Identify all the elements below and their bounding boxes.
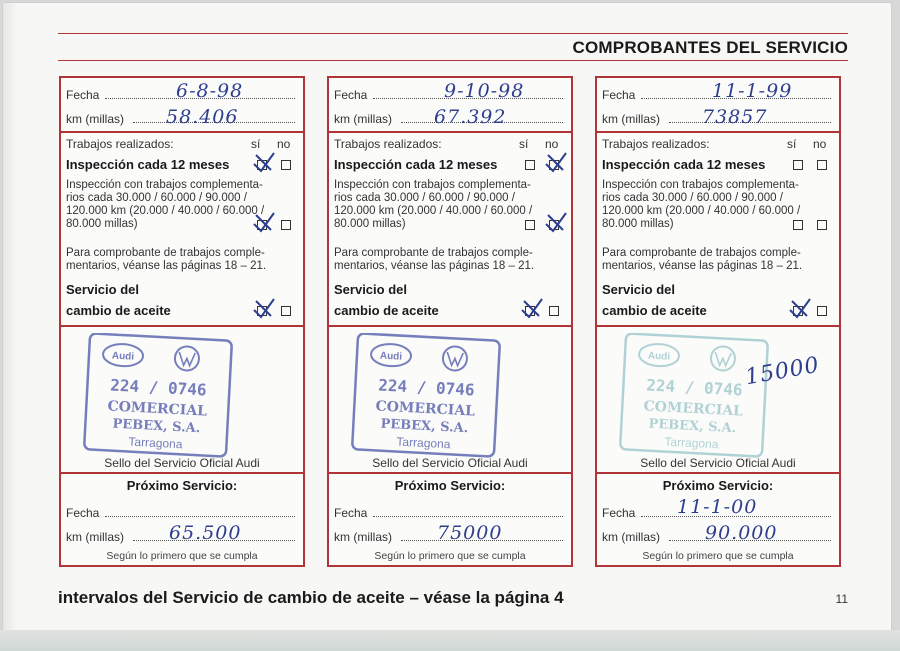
next-km-handwritten: 75000 [437,522,503,544]
segun-label: Según lo primero que se cumpla [106,550,258,562]
inspeccion-no-checkbox[interactable] [817,160,827,170]
si-label: sí [251,137,261,151]
complementaria-line-1: Inspección con trabajos complementa- [334,179,531,191]
pen-tick-mark [251,296,277,322]
next-fecha-dots [105,516,295,517]
complementaria-line-1: Inspección con trabajos complementa- [66,179,263,191]
servicio-label-1: Servicio del [334,282,407,297]
stamp-line3: Tarragona [664,434,719,452]
service-card-1 [59,76,305,567]
inspeccion-label: Inspección cada 12 meses [66,157,230,172]
page-title: COMPROBANTES DEL SERVICIO [572,38,848,57]
servicio-label-2: cambio de aceite [334,303,439,318]
date-section [597,78,839,133]
segun-label: Según lo primero que se cumpla [374,550,526,562]
aceite-no-checkbox[interactable] [281,306,291,316]
inspeccion-si-checkbox[interactable] [793,160,803,170]
dealer-stamp [83,333,233,458]
inspeccion-no-checkbox[interactable] [281,160,291,170]
comprobante-line-1: Para comprobante de trabajos comple- [602,247,801,259]
comprobante-line-1: Para comprobante de trabajos comple- [334,247,533,259]
stamp-section [61,327,303,474]
no-label: no [545,137,559,151]
next-km-handwritten: 65.500 [169,522,242,544]
trabajos-label: Trabajos realizados: [602,137,710,151]
proximo-label: Próximo Servicio: [662,478,774,493]
inspeccion-label: Inspección cada 12 meses [334,157,498,172]
complementaria-si-checkbox[interactable] [793,220,803,230]
aceite-no-checkbox[interactable] [549,306,559,316]
page-spine [3,3,17,631]
work-section [597,133,839,327]
sello-label: Sello del Servicio Oficial Audi [372,456,528,470]
km-handwritten: 67.392 [434,106,507,128]
stamp-line2: PEBEX, S.A. [648,416,737,437]
complementaria-no-checkbox[interactable] [817,220,827,230]
next-km-label: km (millas) [66,530,124,544]
service-card-2 [327,76,573,567]
next-km-label: km (millas) [602,530,660,544]
handwritten-note: 15000 [743,352,822,391]
stamp-number: 224 / 0746 [645,375,743,400]
stamp-number: 224 / 0746 [377,375,475,400]
fecha-label: Fecha [602,88,636,102]
complementaria-line-4: 80.000 millas) [602,218,674,230]
work-section [61,133,303,327]
pen-tick-mark [787,296,813,322]
servicio-label-2: cambio de aceite [66,303,171,318]
si-label: sí [787,137,797,151]
trabajos-label: Trabajos realizados: [334,137,442,151]
servicio-label-1: Servicio del [66,282,139,297]
pen-tick-mark [251,210,277,236]
inspeccion-si-checkbox[interactable] [525,160,535,170]
footer-text: intervalos del Servicio de cambio de aceite – véase la página 4 [58,588,564,607]
next-fecha-label: Fecha [334,506,368,520]
dealer-stamp [351,333,501,458]
servicio-label-1: Servicio del [602,282,675,297]
pen-tick-mark [519,296,545,322]
stamp-line3: Tarragona [128,434,183,452]
stamp-line2: PEBEX, S.A. [112,416,201,437]
date-section [329,78,571,133]
aceite-no-checkbox[interactable] [817,306,827,316]
comprobante-line-1: Para comprobante de trabajos comple- [66,247,265,259]
next-service-section [597,474,839,565]
proximo-label: Próximo Servicio: [394,478,506,493]
stamp-brand: Audi [647,350,671,363]
next-fecha-dots [373,516,563,517]
next-service-section [329,474,571,565]
comprobante-line-2: mentarios, véanse las páginas 18 – 21. [334,260,535,272]
service-card-3 [595,76,841,567]
fecha-handwritten: 9-10-98 [444,80,525,102]
comprobante-line-2: mentarios, véanse las páginas 18 – 21. [66,260,267,272]
km-label: km (millas) [66,112,124,126]
dealer-stamp [619,333,769,458]
pen-tick-mark [543,150,569,176]
complementaria-line-1: Inspección con trabajos complementa- [602,179,799,191]
stamp-section [597,327,839,474]
stamp-brand: Audi [111,350,135,363]
next-service-section [61,474,303,565]
stamp-section [329,327,571,474]
stamp-number: 224 / 0746 [109,375,207,400]
servicio-label-2: cambio de aceite [602,303,707,318]
km-label: km (millas) [334,112,392,126]
complementaria-line-2: rios cada 30.000 / 60.000 / 90.000 / [602,192,783,204]
no-label: no [277,137,291,151]
km-handwritten: 73857 [702,106,768,128]
next-fecha-handwritten: 11-1-00 [677,496,758,518]
stamp-brand: Audi [379,350,403,363]
stamp-line2: PEBEX, S.A. [380,416,469,437]
page-number: 11 [835,592,848,606]
sello-label: Sello del Servicio Oficial Audi [104,456,260,470]
stamp-line3: Tarragona [396,434,451,452]
complementaria-si-checkbox[interactable] [525,220,535,230]
complementaria-line-3: 120.000 km (20.000 / 40.000 / 60.000 / [66,205,265,217]
segun-label: Según lo primero que se cumpla [642,550,794,562]
complementaria-line-2: rios cada 30.000 / 60.000 / 90.000 / [66,192,247,204]
proximo-label: Próximo Servicio: [126,478,238,493]
next-km-handwritten: 90.000 [705,522,778,544]
next-fecha-label: Fecha [66,506,100,520]
pen-tick-mark [543,210,569,236]
fecha-label: Fecha [66,88,100,102]
complementaria-line-4: 80.000 millas) [334,218,406,230]
comprobante-line-2: mentarios, véanse las páginas 18 – 21. [602,260,803,272]
complementaria-no-checkbox[interactable] [281,220,291,230]
stamp-line1: COMERCIAL [375,398,476,420]
top-rule [58,33,848,34]
next-km-label: km (millas) [334,530,392,544]
pen-tick-mark [251,150,277,176]
fecha-handwritten: 11-1-99 [712,80,793,102]
no-label: no [813,137,827,151]
work-section [329,133,571,327]
km-label: km (millas) [602,112,660,126]
date-section [61,78,303,133]
complementaria-line-3: 120.000 km (20.000 / 40.000 / 60.000 / [334,205,533,217]
fecha-label: Fecha [334,88,368,102]
trabajos-label: Trabajos realizados: [66,137,174,151]
complementaria-line-2: rios cada 30.000 / 60.000 / 90.000 / [334,192,515,204]
page-edge [0,630,900,651]
fecha-handwritten: 6-8-98 [176,80,244,102]
si-label: sí [519,137,529,151]
sello-label: Sello del Servicio Oficial Audi [640,456,796,470]
km-handwritten: 58.406 [166,106,239,128]
complementaria-line-4: 80.000 millas) [66,218,138,230]
stamp-line1: COMERCIAL [107,398,208,420]
title-rule [58,60,848,61]
stamp-line1: COMERCIAL [643,398,744,420]
complementaria-line-3: 120.000 km (20.000 / 40.000 / 60.000 / [602,205,801,217]
inspeccion-label: Inspección cada 12 meses [602,157,766,172]
next-fecha-label: Fecha [602,506,636,520]
